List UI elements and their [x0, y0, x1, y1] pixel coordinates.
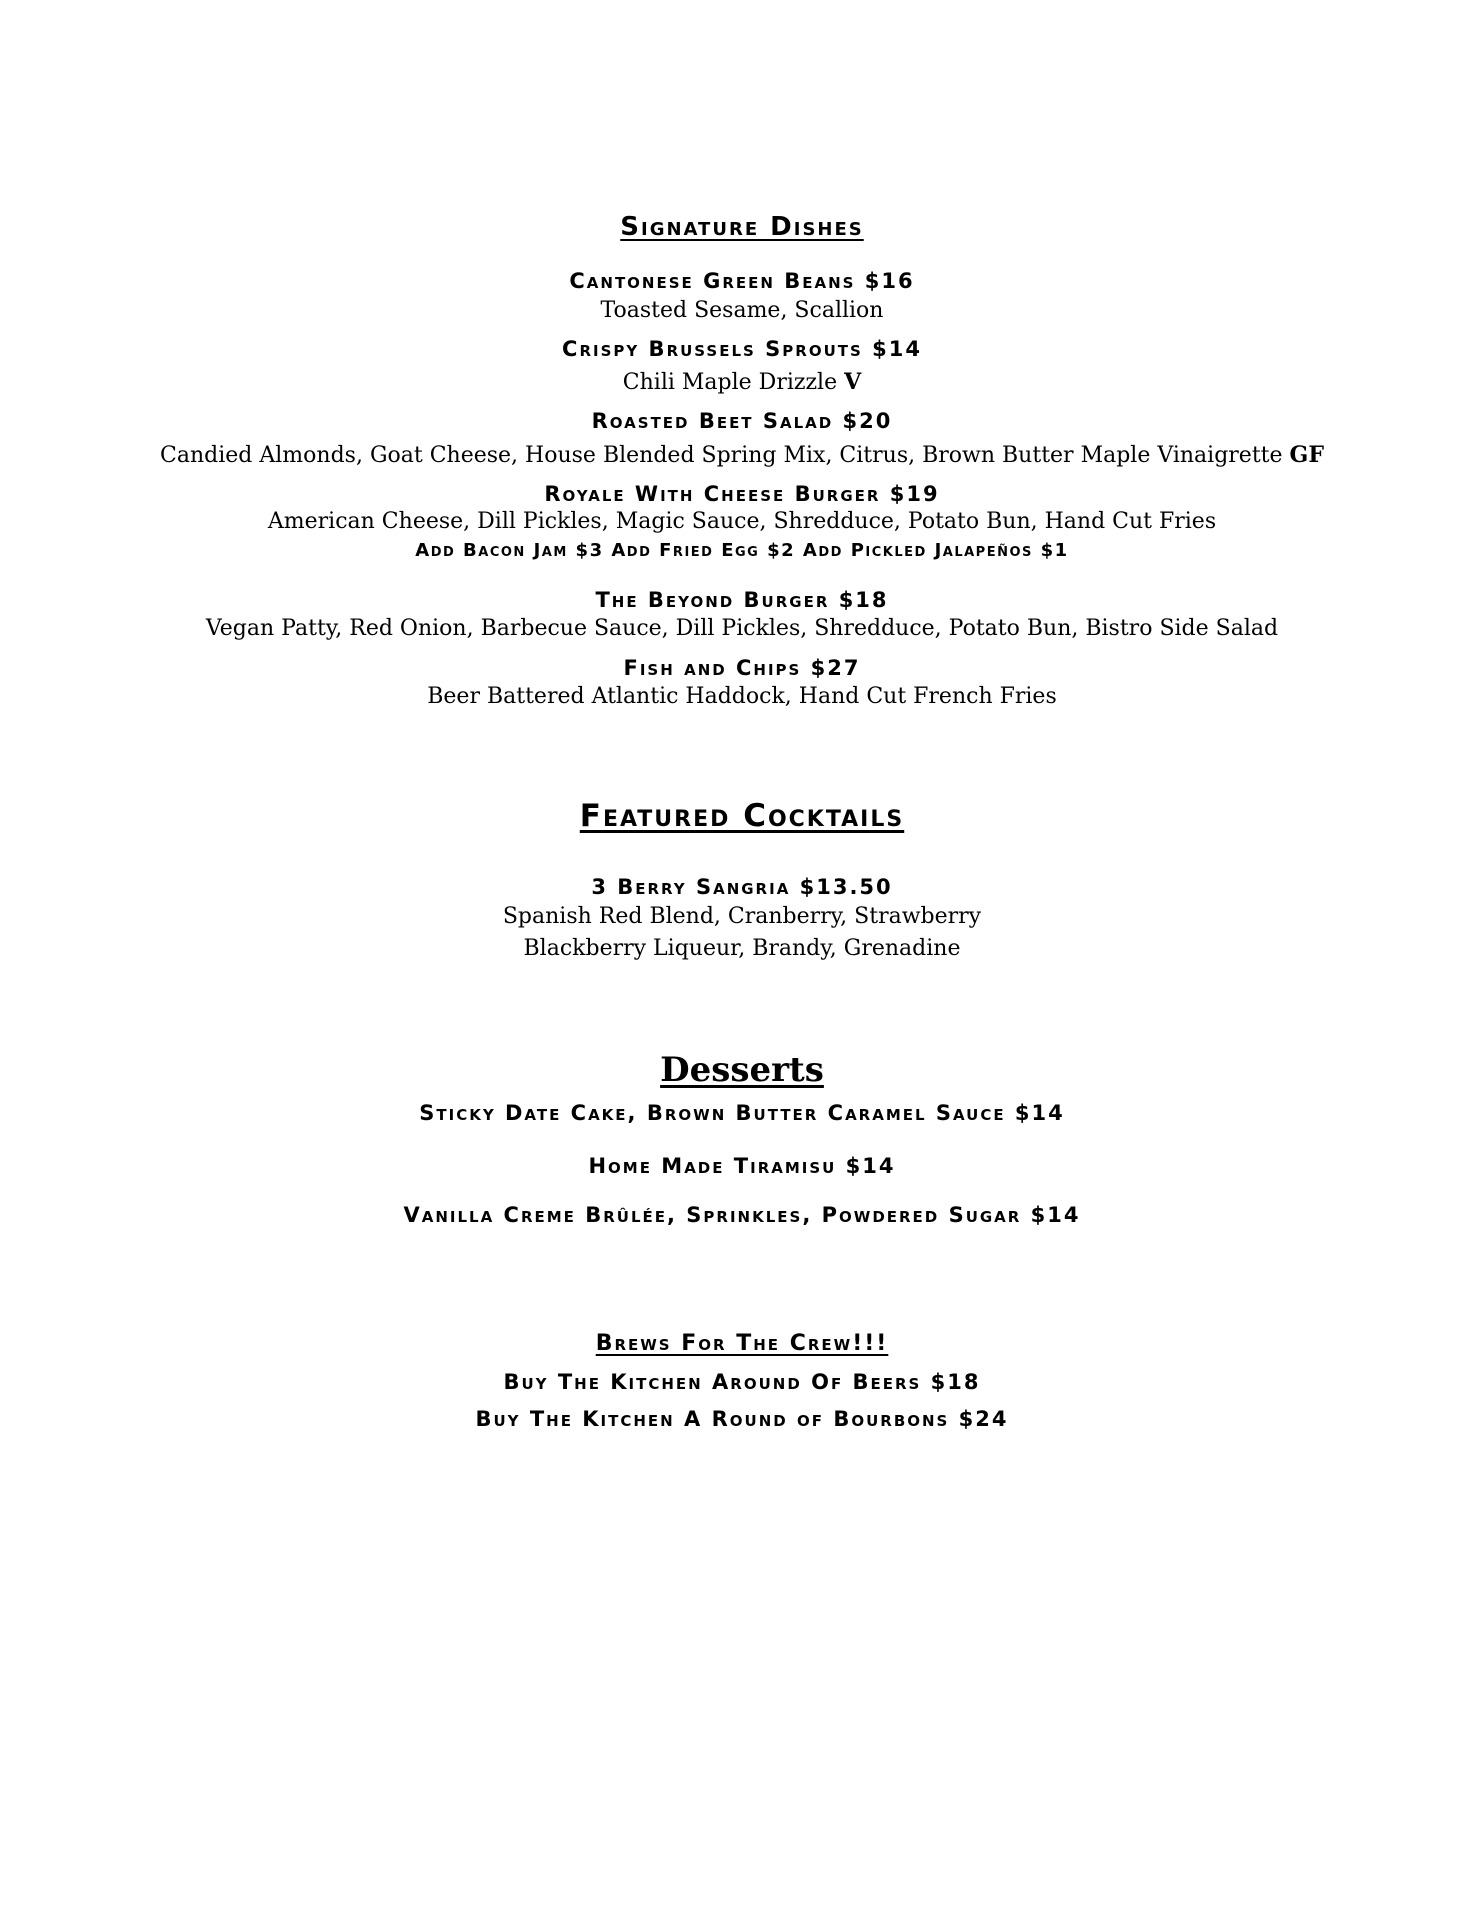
menu-item-description: Chili Maple Drizzle — [622, 370, 838, 395]
menu-item-title: Fish and Chips $27 — [623, 656, 861, 680]
desserts-heading: Desserts — [660, 1050, 824, 1090]
cocktail-title: 3 Berry Sangria $13.50 — [591, 875, 893, 899]
menu-item-title: Royale With Cheese Burger $19 — [544, 482, 940, 506]
brews-item: Buy The Kitchen A Round of Bourbons $24 — [475, 1407, 1009, 1431]
menu-item-addons: Add Bacon Jam $3 Add Fried Egg $2 Add Pickled Jalapeños $1 — [415, 540, 1069, 561]
menu-item-description: Toasted Sesame, Scallion — [600, 298, 884, 323]
featured-cocktails-heading: Featured Cocktails — [579, 798, 905, 834]
dessert-item: Home Made Tiramisu $14 — [588, 1154, 896, 1178]
menu-item-description-line — [0, 371, 1484, 394]
menu-item-description: American Cheese, Dill Pickles, Magic Sauce, Shredduce, Potato Bun, Hand Cut Fries — [267, 509, 1217, 534]
vegan-tag: V — [844, 369, 862, 395]
menu-item-title: The Beyond Burger $18 — [595, 588, 889, 612]
cocktail-description: Blackberry Liqueur, Brandy, Grenadine — [523, 936, 961, 961]
dessert-item: Sticky Date Cake, Brown Butter Caramel Sauce $14 — [419, 1101, 1065, 1125]
brews-item: Buy The Kitchen Around Of Beers $18 — [503, 1370, 981, 1394]
menu-item-description-line — [0, 444, 1484, 467]
dessert-item: Vanilla Creme Brûlée, Sprinkles, Powdered Sugar $14 — [403, 1203, 1081, 1227]
menu-item-title: Roasted Beet Salad $20 — [591, 409, 893, 433]
brews-heading: Brews For The Crew!!! — [595, 1331, 889, 1356]
menu-item-description: Beer Battered Atlantic Haddock, Hand Cut French Fries — [427, 684, 1057, 709]
signature-dishes-heading: Signature Dishes — [620, 212, 864, 242]
gluten-free-tag: GF — [1289, 442, 1324, 468]
menu-item-title: Cantonese Green Beans $16 — [569, 269, 915, 293]
menu-item-description: Vegan Patty, Red Onion, Barbecue Sauce, Dill Pickles, Shredduce, Potato Bun, Bistro Side Salad — [205, 616, 1279, 641]
cocktail-description: Spanish Red Blend, Cranberry, Strawberry — [502, 904, 982, 929]
menu-item-description: Candied Almonds, Goat Cheese, House Blended Spring Mix, Citrus, Brown Butter Maple Vinaigrette — [160, 443, 1283, 468]
menu-item-title: Crispy Brussels Sprouts $14 — [562, 337, 922, 361]
